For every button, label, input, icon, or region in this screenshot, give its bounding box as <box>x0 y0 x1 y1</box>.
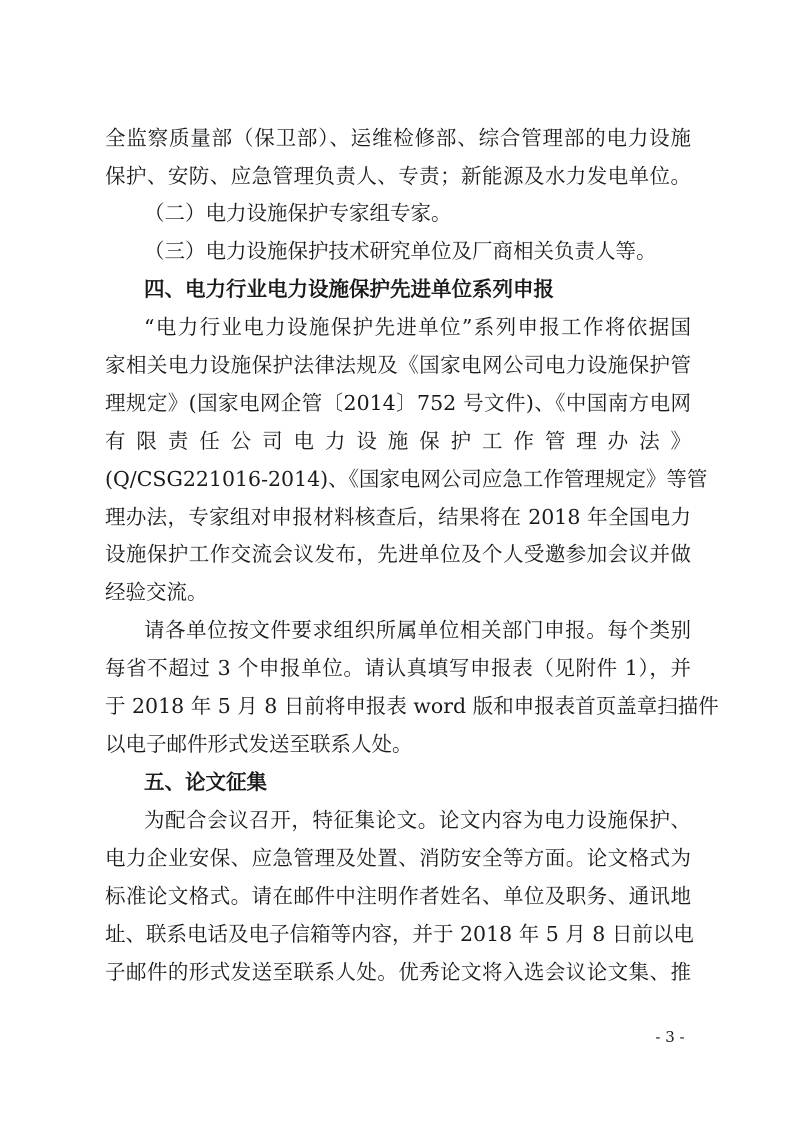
page-number: - 3 - <box>655 1028 685 1046</box>
body-line-1: 全监察质量部（保卫部）、运维检修部、综合管理部的电力设施 <box>105 126 691 150</box>
list-item-2: （二）电力设施保护专家组专家。 <box>144 201 452 225</box>
body-line-7: 家相关电力设施保护法律法规及《国家电网公司电力设施保护管 <box>105 353 691 377</box>
body-line-23: 子邮件的形式发送至联系人处。优秀论文将入选会议论文集、推 <box>105 960 691 984</box>
body-line-12: 设施保护工作交流会议发布，先进单位及个人受邀参加会议并做 <box>105 542 691 566</box>
body-line-21: 标准论文格式。请在邮件中注明作者姓名、单位及职务、通讯地 <box>105 884 691 908</box>
section-heading-4: 四、电力行业电力设施保护先进单位系列申报 <box>144 277 554 301</box>
body-line-9: 有限责任公司电力设施保护工作管理办法》 <box>105 429 691 453</box>
list-item-3: （三）电力设施保护技术研究单位及厂商相关负责人等。 <box>144 239 657 263</box>
body-line-2: 保护、安防、应急管理负责人、专责；新能源及水力发电单位。 <box>105 164 691 188</box>
body-line-22: 址、联系电话及电子信箱等内容，并于 2018 年 5 月 8 日前以电 <box>105 922 694 946</box>
body-line-8: 理规定》(国家电网企管〔2014〕752 号文件)、《中国南方电网 <box>105 391 691 415</box>
body-line-19: 为配合会议召开，特征集论文。论文内容为电力设施保护、 <box>144 808 691 832</box>
section-heading-5: 五、论文征集 <box>144 770 267 794</box>
body-line-15: 每省不超过 3 个申报单位。请认真填写申报表（见附件 1），并 <box>105 656 691 680</box>
body-line-16: 于 2018 年 5 月 8 日前将申报表 word 版和申报表首页盖章扫描件 <box>105 694 719 718</box>
body-line-6: “电力行业电力设施保护先进单位”系列申报工作将依据国 <box>144 315 691 339</box>
body-line-14: 请各单位按文件要求组织所属单位相关部门申报。每个类别 <box>144 618 691 642</box>
body-line-10: (Q/CSG221016-2014)、《国家电网公司应急工作管理规定》等管 <box>105 467 708 491</box>
body-line-17: 以电子邮件形式发送至联系人处。 <box>105 732 413 756</box>
body-line-11: 理办法，专家组对申报材料核查后，结果将在 2018 年全国电力 <box>105 505 691 529</box>
body-line-20: 电力企业安保、应急管理及处置、消防安全等方面。论文格式为 <box>105 846 691 870</box>
body-line-13: 经验交流。 <box>105 580 208 604</box>
